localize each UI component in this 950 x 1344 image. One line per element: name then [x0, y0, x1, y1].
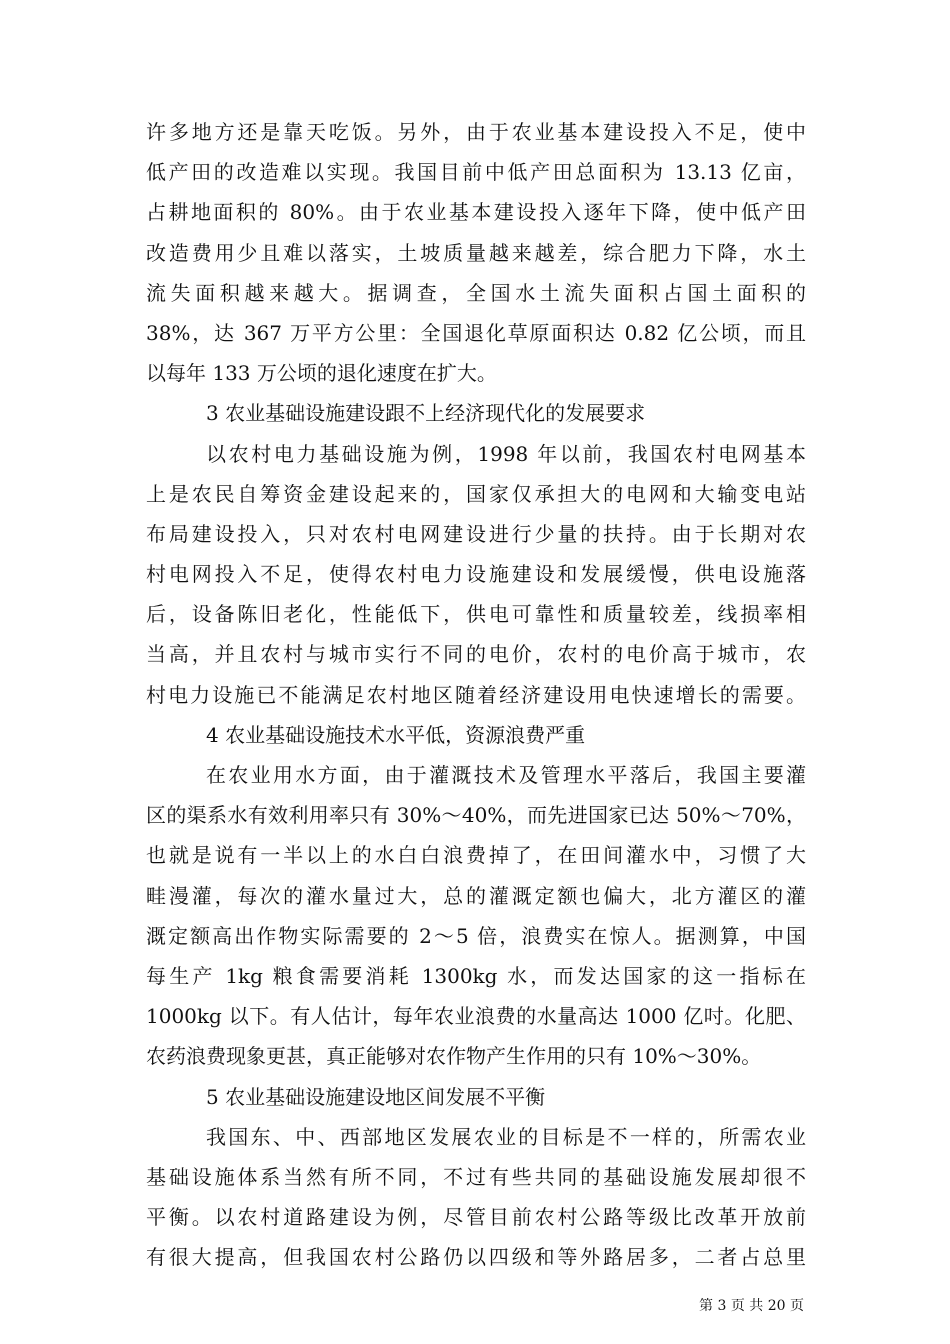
text-line: 在农业用水方面，由于灌溉技术及管理水平落后，我国主要灌 [206, 763, 806, 787]
text-line: 村电网投入不足，使得农村电力设施建设和发展缓慢，供电设施落 [146, 562, 806, 587]
text-line: 当高，并且农村与城市实行不同的电价，农村的电价高于城市，农 [146, 642, 806, 667]
text-line: 上是农民自筹资金建设起来的，国家仅承担大的电网和大输变电站 [146, 481, 806, 506]
text-line: 每生产 1kg 粮食需要消耗 1300kg 水，而发达国家的这一指标在 [146, 963, 806, 988]
page-number: 第 3 页 共 20 页 [699, 1298, 804, 1314]
text-line: 也就是说有一半以上的水白白浪费掉了，在田间灌水中，习惯了大 [146, 843, 806, 868]
text-line: 基础设施体系当然有所不同，不过有些共同的基础设施发展却很不 [146, 1164, 806, 1189]
document-body [146, 112, 806, 1277]
text-line: 流失面积越来越大。据调查，全国水土流失面积占国土面积的 [146, 280, 806, 305]
text-line: 低产田的改造难以实现。我国目前中低产田总面积为 13.13 亿亩， [146, 160, 806, 185]
text-line: 以每年 133 万公顷的退化速度在扩大。 [146, 361, 497, 386]
text-line: 1000kg 以下。有人估计，每年农业浪费的水量高达 1000 亿吋。化肥、 [146, 1004, 806, 1029]
text-line: 畦漫灌，每次的灌水量过大，总的灌溉定额也偏大，北方灌区的灌 [146, 883, 806, 908]
text-line: 占耕地面积的 80%。由于农业基本建设投入逐年下降，使中低产田 [146, 200, 806, 225]
page-footer [0, 1295, 950, 1315]
text-line: 4 农业基础设施技术水平低，资源浪费严重 [206, 722, 586, 747]
text-line: 溉定额高出作物实际需要的 2～5 倍，浪费实在惊人。据测算，中国 [146, 923, 806, 948]
text-line: 以农村电力基础设施为例，1998 年以前，我国农村电网基本 [206, 441, 806, 466]
text-line: 我国东、中、西部地区发展农业的目标是不一样的，所需农业 [206, 1124, 806, 1149]
text-line: 有很大提高，但我国农村公路仍以四级和等外路居多，二者占总里 [146, 1245, 806, 1270]
text-line: 村电力设施已不能满足农村地区随着经济建设用电快速增长的需要。 [146, 682, 806, 707]
text-line: 布局建设投入，只对农村电网建设进行少量的扶持。由于长期对农 [146, 521, 806, 546]
text-line: 3 农业基础设施建设跟不上经济现代化的发展要求 [206, 401, 646, 426]
text-line: 38%，达 367 万平方公里：全国退化草原面积达 0.82 亿公顷，而且 [146, 320, 806, 345]
text-line: 农药浪费现象更甚，真正能够对农作物产生作用的只有 10%～30%。 [146, 1044, 762, 1069]
text-line: 改造费用少且难以落实，土坡质量越来越差，综合肥力下降，水土 [146, 240, 806, 265]
text-line: 后，设备陈旧老化，性能低下，供电可靠性和质量较差，线损率相 [146, 602, 806, 627]
text-line: 区的渠系水有效利用率只有 30%～40%，而先进国家已达 50%～70%， [146, 803, 806, 828]
text-line: 5 农业基础设施建设地区间发展不平衡 [206, 1084, 546, 1109]
text-line: 平衡。以农村道路建设为例，尽管目前农村公路等级比改革开放前 [146, 1205, 806, 1230]
text-line: 许多地方还是靠天吃饭。另外，由于农业基本建设投入不足，使中 [146, 120, 806, 144]
